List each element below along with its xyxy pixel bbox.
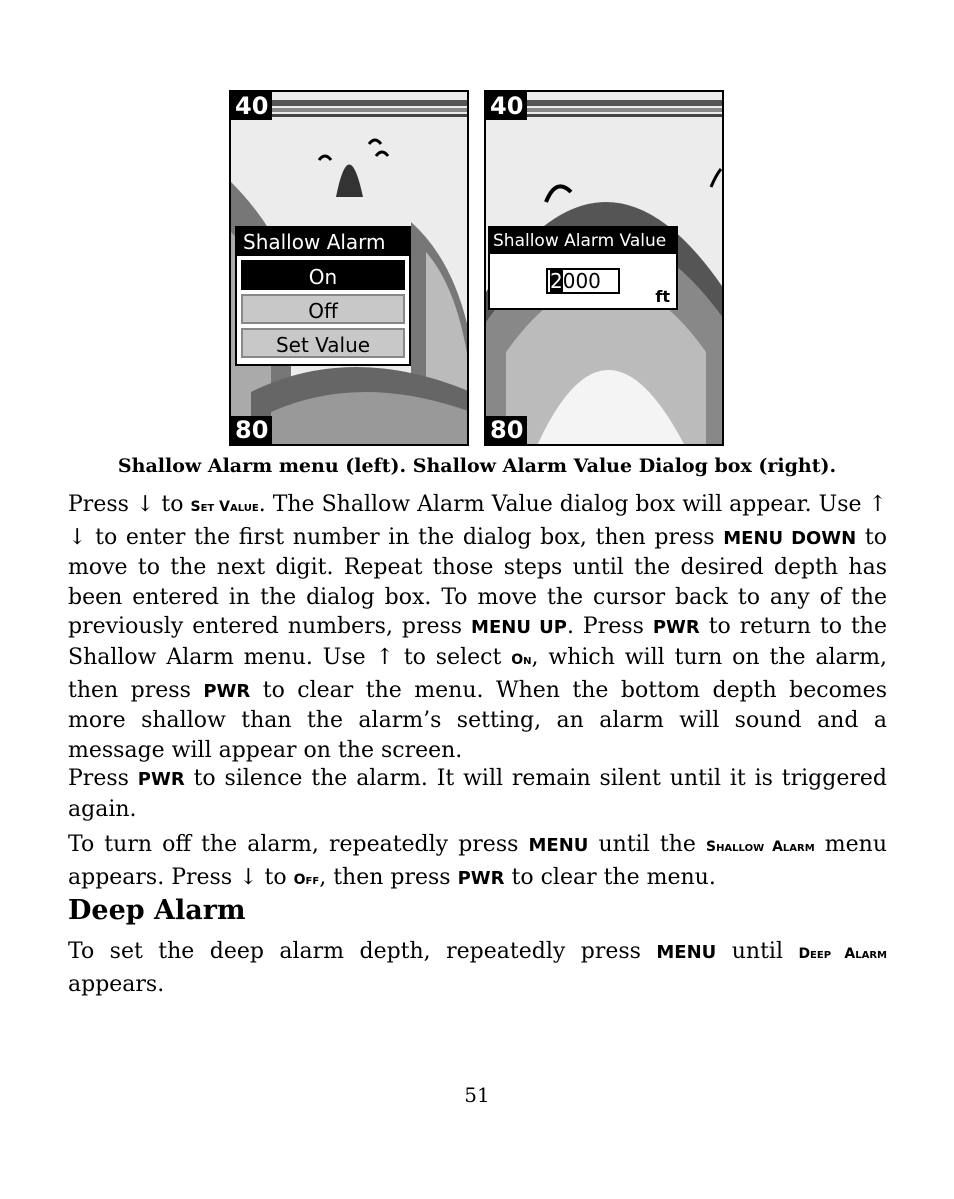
text: appears. [68, 971, 165, 997]
text: To set the deep alarm depth, repeatedly press [68, 939, 657, 964]
text: to return to the Shallow Alarm menu. Use ↑ to select [68, 614, 887, 670]
text: . Press [566, 614, 653, 640]
value-remaining-digits: 000 [562, 269, 601, 293]
text: . The Shallow Alarm Value dialog box will appear. Use ↑ ↓ to enter the first number in the dialog box, then press [68, 492, 887, 550]
figure-caption: Shallow Alarm menu (left). Shallow Alarm Value Dialog box (right). [117, 455, 837, 477]
key-menu-down: MENU DOWN [723, 527, 857, 549]
cursor-digit: 2 [550, 269, 563, 293]
text: until the [588, 832, 706, 857]
key-pwr: PWR [137, 769, 185, 790]
keyword-deep-alarm: Deep Alarm [798, 946, 887, 962]
text: until [716, 939, 799, 964]
keyword-shallow-alarm: Shallow Alarm [705, 839, 815, 855]
shallow-alarm-value-dialog [488, 226, 678, 310]
keyword-off: Off [293, 871, 320, 888]
depth-bottom-label: 80 [486, 416, 527, 444]
key-menu-up: MENU UP [471, 617, 567, 639]
key-pwr: PWR [457, 867, 505, 889]
text: menu appears. Press ↓ to [68, 832, 887, 890]
depth-top-label: 40 [486, 92, 527, 120]
text: To turn off the alarm, repeatedly press [68, 832, 529, 857]
value-unit: ft [655, 287, 670, 306]
text: to clear the menu. [504, 864, 716, 890]
key-menu: MENU [528, 835, 589, 856]
text: to move to the next digit. Repeat those steps until the desired depth has been entered in the dialog box. To move the cursor back to any of the previously entered numbers, press [68, 524, 887, 640]
text: , then press [319, 864, 458, 890]
key-pwr: PWR [652, 617, 700, 639]
menu-item-on[interactable]: On [241, 260, 405, 290]
menu-item-set-value[interactable]: Set Value [241, 328, 405, 358]
key-pwr: PWR [203, 680, 251, 702]
dialog-title: Shallow Alarm Value [490, 228, 676, 254]
sonar-screen-left [229, 90, 469, 446]
depth-top-label: 40 [231, 92, 272, 120]
paragraph-silence [68, 764, 887, 824]
alarm-value-input[interactable] [546, 268, 620, 294]
page-number: 51 [464, 1083, 490, 1107]
keyword-set-value: Set Value [190, 499, 259, 515]
text: , which will turn on the alarm, then press [68, 644, 888, 703]
paragraph-set-value [68, 490, 887, 765]
paragraph-turn-off [68, 830, 887, 895]
text: to clear the menu. When the bottom depth becomes more shallow than the alarm’s setting, an alarm will sound and a message will appear on the screen. [68, 677, 887, 763]
text: Press [68, 766, 138, 791]
section-heading: Deep Alarm [68, 895, 246, 926]
keyword-on: On [511, 651, 532, 668]
text: to silence the alarm. It will remain silent until it is triggered again. [68, 766, 887, 822]
sonar-screen-right [484, 90, 724, 446]
shallow-alarm-menu [235, 226, 411, 366]
text: Press ↓ to [68, 492, 191, 517]
menu-item-off[interactable]: Off [241, 294, 405, 324]
key-menu: MENU [656, 942, 717, 963]
paragraph-deep-alarm [68, 937, 887, 999]
menu-title: Shallow Alarm [237, 228, 409, 256]
depth-bottom-label: 80 [231, 416, 272, 444]
